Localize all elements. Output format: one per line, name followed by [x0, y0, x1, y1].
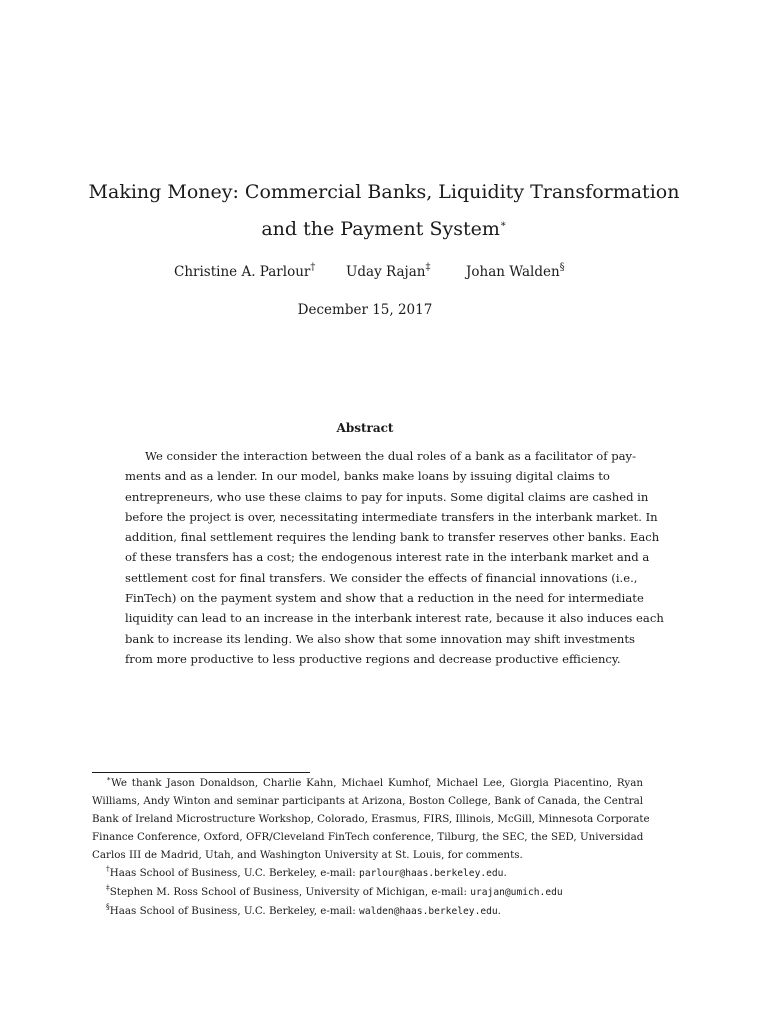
affiliation-footnote-parlour	[92, 864, 643, 883]
abstract-line: from more productive to less productive regions and decrease productive efficiency.	[125, 651, 621, 666]
author-name: Christine A. Parlour	[174, 264, 311, 280]
footnote-end: .	[497, 905, 501, 917]
author-footnote-mark: ‡	[425, 261, 431, 273]
email-link[interactable]: parlour@haas.berkeley.edu	[359, 868, 504, 879]
footnote-mark: †	[106, 863, 110, 873]
abstract-line: entrepreneurs, who use these claims to pay for inputs. Some digital claims are cashed in	[125, 489, 649, 504]
abstract-heading: Abstract	[336, 421, 394, 435]
abstract-line: We consider the interaction between the dual roles of a bank as a facilitator of pay-	[145, 449, 636, 463]
footnote-end: .	[503, 867, 507, 879]
abstract-line: liquidity can lead to an increase in the interbank interest rate, because it also induces each	[125, 611, 664, 626]
abstract-line: settlement cost for final transfers. We consider the effects of financial innovations (i.e.,	[125, 570, 638, 585]
abstract-body	[125, 446, 664, 669]
affiliation-footnote-walden	[92, 902, 643, 921]
abstract-line: of these transfers has a cost; the endogenous interest rate in the interbank market and a	[125, 550, 650, 565]
email-link[interactable]: walden@haas.berkeley.edu	[359, 906, 498, 917]
abstract-line: addition, final settlement requires the lending bank to transfer reserves other banks. Each	[125, 530, 660, 545]
acknowledgment-footnote-line: Bank of Ireland Microstructure Workshop, Colorado, Erasmus, FIRS, Illinois, McGill, Minnesota Corporate	[92, 813, 650, 825]
title-line-2-text: and the Payment System	[261, 218, 500, 240]
abstract-line: ments and as a lender. In our model, banks make loans by issuing digital claims to	[125, 469, 610, 484]
abstract-line: before the project is over, necessitating intermediate transfers in the interbank market. In	[125, 509, 658, 524]
footnote-divider	[92, 772, 310, 773]
author-parlour	[174, 262, 315, 282]
footnote-text: Haas School of Business, U.C. Berkeley, e-mail:	[109, 905, 360, 917]
author-rajan	[346, 262, 430, 282]
acknowledgment-footnote-line: Williams, Andy Winton and seminar participants at Arizona, Boston College, Bank of Canada, the Central	[92, 795, 643, 807]
footnote-text: Stephen M. Ross School of Business, University of Michigan, e-mail:	[109, 886, 471, 898]
footnotes	[92, 773, 650, 921]
abstract-line: bank to increase its lending. We also show that some innovation may shift investments	[125, 631, 635, 646]
footnote-mark: §	[106, 901, 110, 911]
footnote-text: We thank Jason Donaldson, Charlie Kahn, Michael Kumhof, Michael Lee, Giorgia Piacentino, Ryan	[111, 777, 643, 789]
title-line-1: Making Money: Commercial Banks, Liquidity Transformation	[88, 181, 680, 203]
footnote-text: Haas School of Business, U.C. Berkeley, e-mail:	[109, 867, 360, 879]
footnote-mark: ‡	[106, 882, 110, 892]
author-footnote-mark: §	[559, 261, 565, 273]
footnote-mark: ∗	[106, 773, 112, 783]
title-footnote-mark: ∗	[499, 218, 507, 230]
paper-date: December 15, 2017	[297, 302, 433, 318]
author-walden	[466, 262, 565, 282]
abstract-line: FinTech) on the payment system and show that a reduction in the need for intermediate	[125, 591, 644, 606]
acknowledgment-footnote-line	[92, 774, 643, 792]
acknowledgment-footnote-line: Finance Conference, Oxford, OFR/Cleveland FinTech conference, Tilburg, the SEC, the SED, Universidad	[92, 831, 644, 843]
author-name: Johan Walden	[466, 264, 560, 280]
author-name: Uday Rajan	[346, 264, 426, 280]
email-link[interactable]: urajan@umich.edu	[470, 887, 563, 898]
author-footnote-mark: †	[310, 261, 316, 273]
affiliation-footnote-rajan	[92, 883, 643, 902]
title-line-2	[40, 211, 728, 248]
paper-title	[40, 174, 728, 248]
acknowledgment-footnote-line: Carlos III de Madrid, Utah, and Washington University at St. Louis, for comments.	[92, 849, 523, 861]
